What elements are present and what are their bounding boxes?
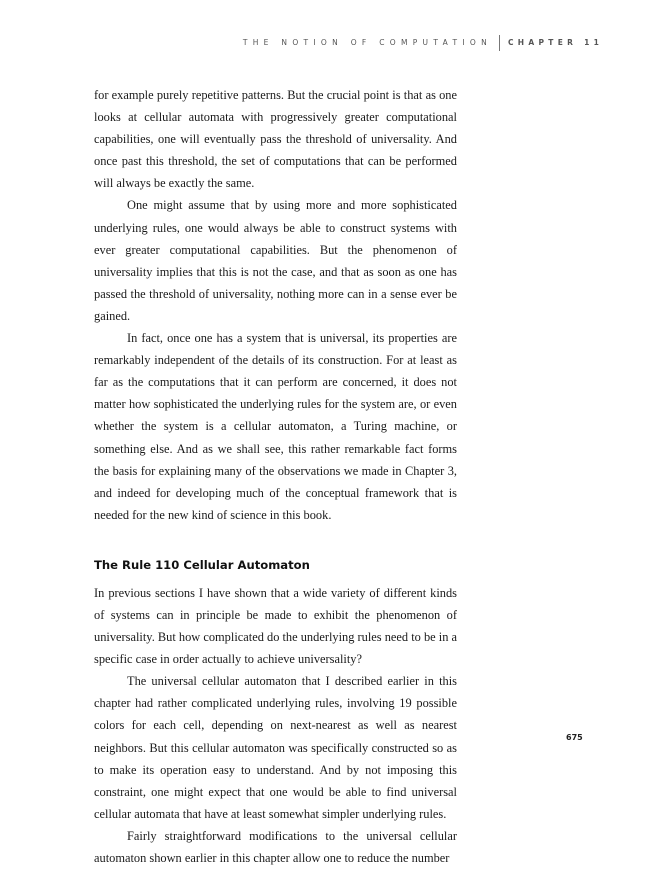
running-head-chapter: CHAPTER 11 bbox=[508, 38, 604, 47]
running-head-divider bbox=[499, 35, 500, 51]
paragraph: One might assume that by using more and more sophisticated underlying rules, one would always be able to construct systems with ever greater computational capabilities. But the phenomenon of universality implies that this is not the case, and that as soon as one has passed the threshold of universality, nothing more can in a sense ever be gained. bbox=[94, 198, 457, 323]
running-head-title: THE NOTION OF COMPUTATION bbox=[242, 38, 492, 47]
running-head bbox=[0, 38, 650, 52]
paragraph: In fact, once one has a system that is universal, its properties are remarkably independent of the details of its construction. For at least as far as the computations that it can perform are concerned, it does not matter how sophisticated the underlying rules for the system are, or even whether the system is a cellular automaton, a Turing machine, or something else. And as we shall see, this rather remarkable fact forms the basis for explaining many of the observations we made in Chapter 3, and indeed for developing much of the conceptual framework that is needed for the new kind of science in this book. bbox=[94, 331, 457, 522]
paragraph: In previous sections I have shown that a wide variety of different kinds of systems can in principle be made to exhibit the phenomenon of universality. But how complicated do the underlying rules need to be in a specific case in order actually to achieve universality? bbox=[94, 585, 457, 667]
paragraph: for example purely repetitive patterns. But the crucial point is that as one looks at cellular automata with progressively greater computational capabilities, one will eventually pass the threshold of universality. And once past this threshold, the set of computations that can be performed will always be exactly the same. bbox=[94, 88, 457, 191]
paragraph: Fairly straightforward modifications to the universal cellular automaton shown earlier in this chapter allow one to reduce the number bbox=[94, 828, 457, 865]
section-heading: The Rule 110 Cellular Automaton bbox=[94, 557, 310, 572]
page-number: 675 bbox=[566, 733, 583, 742]
paragraph: The universal cellular automaton that I described earlier in this chapter had rather complicated underlying rules, involving 19 possible colors for each cell, depending on next-nearest as well as nearest neighbors. But this cellular automaton was specifically constructed so as to make its operation easy to understand. And by not imposing this constraint, one might expect that one would be able to find universal cellular automata that have at least somewhat simpler underlying rules. bbox=[94, 674, 457, 821]
body-text bbox=[94, 84, 457, 869]
